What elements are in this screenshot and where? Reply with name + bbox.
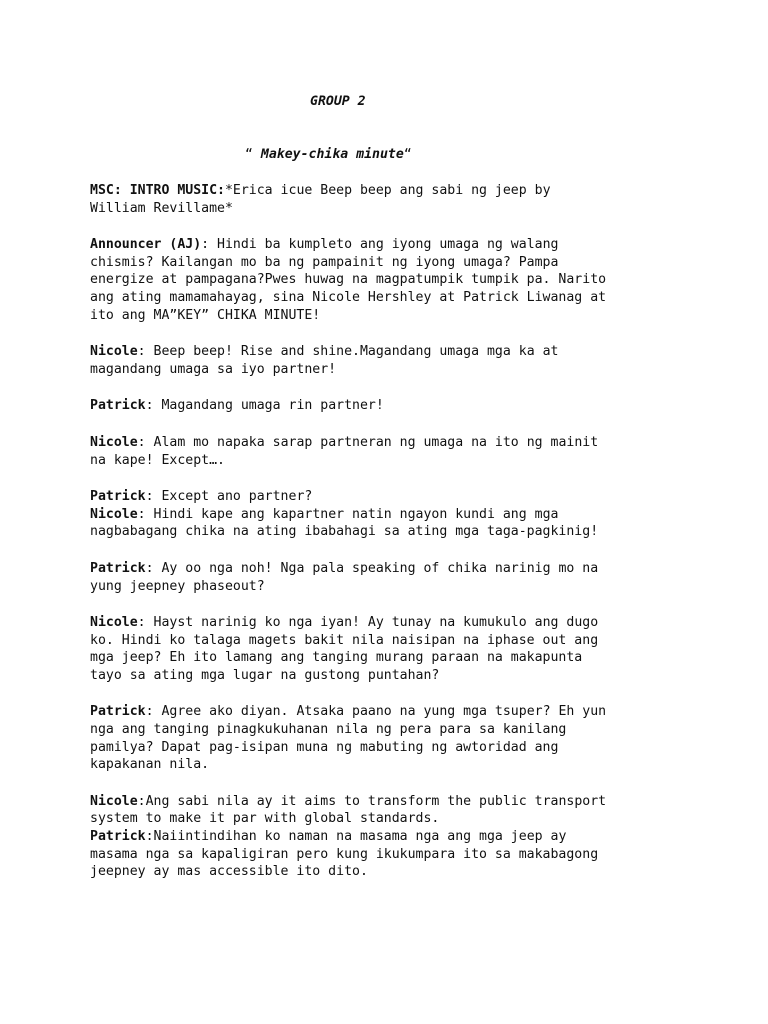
dialogue-line: Alam mo napaka sarap partneran ng umaga na ito ng mainit	[153, 434, 599, 450]
dialogue-line: kapakanan nila.	[90, 757, 210, 773]
dialogue-block	[90, 434, 710, 469]
dialogue-line: pamilya? Dapat pag-isipan muna ng mabuting ng awtoridad ang	[90, 739, 559, 755]
dialogue-line: Ang sabi nila ay it aims to transform the public transport	[145, 793, 607, 809]
script-body	[90, 182, 710, 900]
speaker-separator: :	[137, 793, 146, 809]
dialogue-block	[90, 703, 710, 773]
dialogue-line: masama nga sa kapaligiran pero kung ikukumpara ito sa makabagong	[90, 846, 599, 862]
dialogue-line: Naiintindihan ko naman na masama nga ang mga jeep ay	[153, 829, 567, 845]
speaker-separator: :	[137, 506, 154, 522]
speaker-name: Patrick	[90, 398, 146, 414]
dialogue-line: Beep beep! Rise and shine.Magandang umaga mga ka at	[153, 344, 559, 360]
speaker-separator: :	[137, 344, 154, 360]
dialogue-line: mga jeep? Eh ito lamang ang tanging murang paraan na makapunta	[90, 650, 583, 666]
speaker-name: Patrick	[90, 560, 146, 576]
dialogue-line: ito ang MA”KEY” CHIKA MINUTE!	[90, 307, 321, 323]
dialogue-block	[90, 397, 710, 415]
speaker-separator: :	[137, 615, 154, 631]
dialogue-line: William Revillame*	[90, 200, 233, 216]
speaker-separator: :	[145, 704, 162, 720]
speaker-name: Nicole	[90, 434, 138, 450]
dialogue-line: system to make it par with global standards.	[90, 811, 440, 827]
dialogue-line: nagbabagang chika na ating ibabahagi sa ating mga taga-pagkinig!	[90, 524, 599, 540]
dialogue-block	[90, 506, 710, 541]
dialogue-block	[90, 182, 710, 217]
group-title: GROUP 2	[310, 94, 366, 109]
dialogue-line: *Erica icue Beep beep ang sabi ng jeep by	[224, 183, 551, 198]
dialogue-line: Hindi ba kumpleto ang iyong umaga ng walang	[217, 237, 559, 253]
speaker-separator: :	[145, 560, 162, 576]
speaker-name: Patrick	[90, 829, 146, 845]
dialogue-line: Ay oo nga noh! Nga pala speaking of chika narinig mo na	[161, 560, 599, 576]
speaker-separator: :	[145, 829, 154, 845]
show-name: Makey-chika minute	[260, 147, 404, 162]
speaker-name: Nicole	[90, 793, 138, 809]
dialogue-block	[90, 343, 710, 378]
dialogue-line: magandang umaga sa iyo partner!	[90, 361, 337, 377]
speaker-name: Patrick	[90, 704, 146, 720]
dialogue-block	[90, 488, 710, 506]
dialogue-block	[90, 793, 710, 828]
dialogue-line: ang ating mamamahayag, sina Nicole Hershley at Patrick Liwanag at	[90, 289, 607, 305]
speaker-separator: :	[137, 434, 154, 450]
dialogue-line: Agree ako diyan. Atsaka paano na yung mga tsuper? Eh yun	[161, 704, 607, 720]
dialogue-block	[90, 560, 710, 595]
open-quote: “	[245, 147, 261, 162]
dialogue-line: nga ang tanging pinagkukuhanan nila ng pera para sa kanilang	[90, 722, 567, 738]
speaker-name: Nicole	[90, 506, 138, 522]
speaker-separator: :	[145, 489, 162, 505]
dialogue-line: tayo sa ating mga lugar na gustong puntahan?	[90, 667, 440, 683]
speaker-separator: :	[145, 398, 162, 414]
close-quote: “	[403, 147, 412, 162]
dialogue-block	[90, 828, 710, 881]
dialogue-line: Magandang umaga rin partner!	[161, 398, 384, 414]
dialogue-line: jeepney ay mas accessible ito dito.	[90, 864, 368, 880]
speaker-separator: :	[201, 237, 218, 253]
dialogue-line: yung jeepney phaseout?	[90, 578, 265, 594]
dialogue-block	[90, 614, 710, 684]
dialogue-line: Hindi kape ang kapartner natin ngayon kundi ang mga	[153, 506, 559, 522]
dialogue-line: ko. Hindi ko talaga magets bakit nila naisipan na iphase out ang	[90, 632, 599, 648]
speaker-name: MSC: INTRO MUSIC:	[90, 183, 225, 198]
dialogue-block	[90, 236, 710, 324]
show-title	[245, 146, 412, 164]
dialogue-line: chismis? Kailangan mo ba ng pampainit ng iyong umaga? Pampa	[90, 254, 559, 270]
dialogue-line: Hayst narinig ko nga iyan! Ay tunay na kumukulo ang dugo	[153, 615, 599, 631]
speaker-name: Announcer (AJ)	[90, 237, 202, 253]
dialogue-line: na kape! Except….	[90, 452, 225, 468]
speaker-name: Patrick	[90, 489, 146, 505]
dialogue-line: Except ano partner?	[161, 489, 313, 505]
speaker-name: Nicole	[90, 344, 138, 360]
dialogue-line: energize at pampagana?Pwes huwag na magpatumpik tumpik pa. Narito	[90, 272, 607, 288]
speaker-name: Nicole	[90, 615, 138, 631]
